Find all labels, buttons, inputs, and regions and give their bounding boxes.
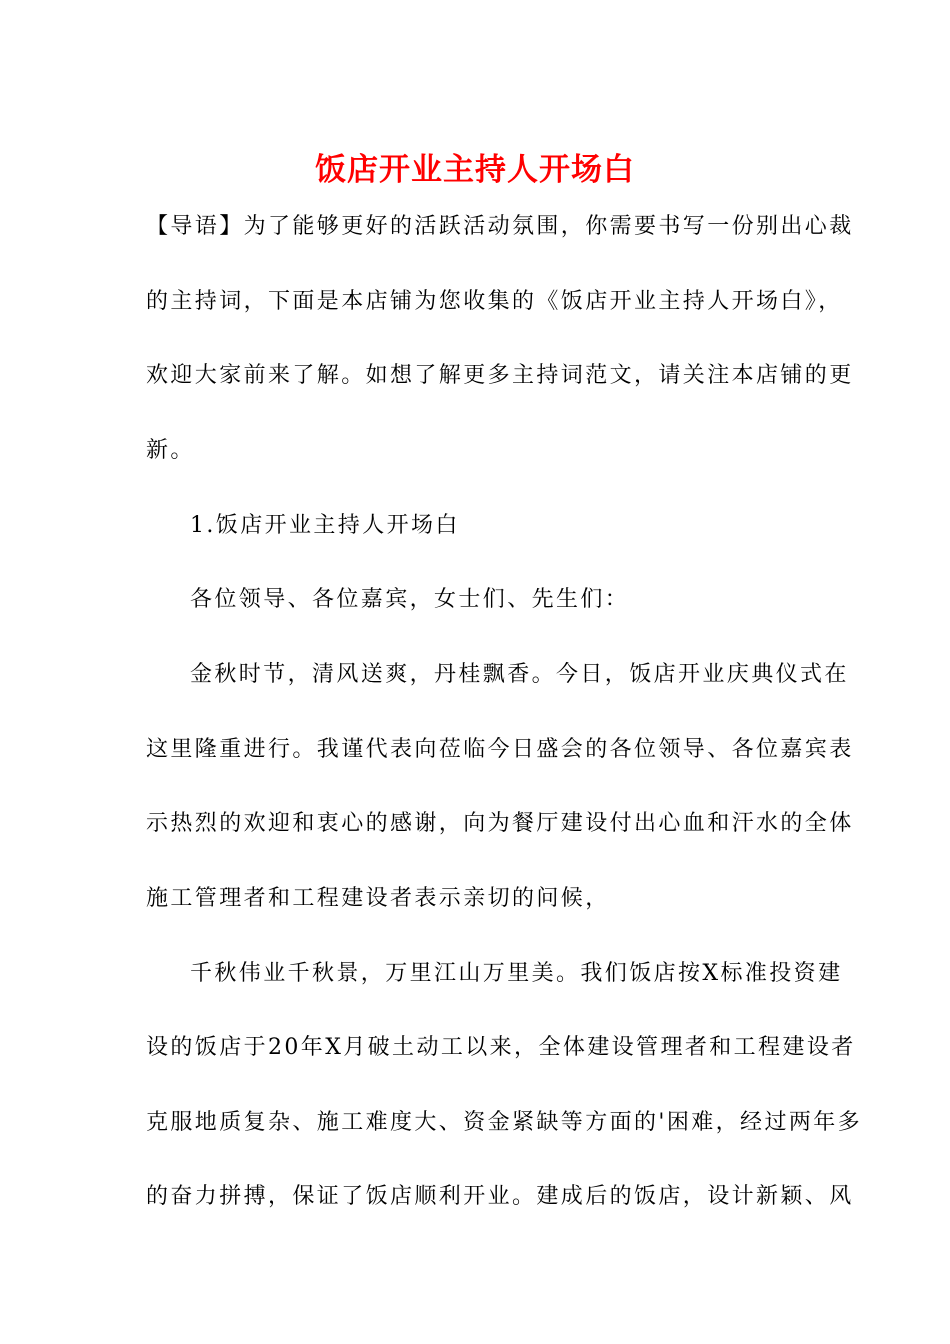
body-line-6: 设的饭店于20年X月破土动工以来，全体建设管理者和工程建设者 [146, 1035, 856, 1060]
body-line-4: 施工管理者和工程建设者表示亲切的问候， [146, 886, 610, 911]
greeting-line: 各位领导、各位嘉宾，女士们、先生们： [190, 587, 630, 612]
body-line-3: 示热烈的欢迎和衷心的感谢，向为餐厅建设付出心血和汗水的全体 [146, 811, 854, 836]
body-line-1: 金秋时节，清风送爽，丹桂飘香。今日，饭店开业庆典仪式在 [190, 662, 849, 687]
body-line-5: 千秋伟业千秋景，万里江山万里美。我们饭店按X标准投资建 [190, 961, 843, 986]
intro-line-2: 的主持词，下面是本店铺为您收集的《饭店开业主持人开场白》， [146, 289, 843, 314]
section-heading: 1.饭店开业主持人开场白 [190, 513, 460, 538]
body-line-2: 这里隆重进行。我谨代表向莅临今日盛会的各位领导、各位嘉宾表 [146, 737, 854, 762]
intro-line-3: 欢迎大家前来了解。如想了解更多主持词范文，请关注本店铺的更 [146, 363, 854, 388]
body-line-7: 克服地质复杂、施工难度大、资金紧缺等方面的'困难，经过两年多 [146, 1110, 863, 1135]
document-title: 饭店开业主持人开场白 [315, 152, 635, 188]
intro-line-1: 【导语】为了能够更好的活跃活动氛围，你需要书写一份别出心裁 [146, 214, 854, 239]
intro-line-4: 新。 [146, 438, 195, 463]
body-line-8: 的奋力拼搏，保证了饭店顺利开业。建成后的饭店，设计新颖、风 [146, 1184, 854, 1209]
